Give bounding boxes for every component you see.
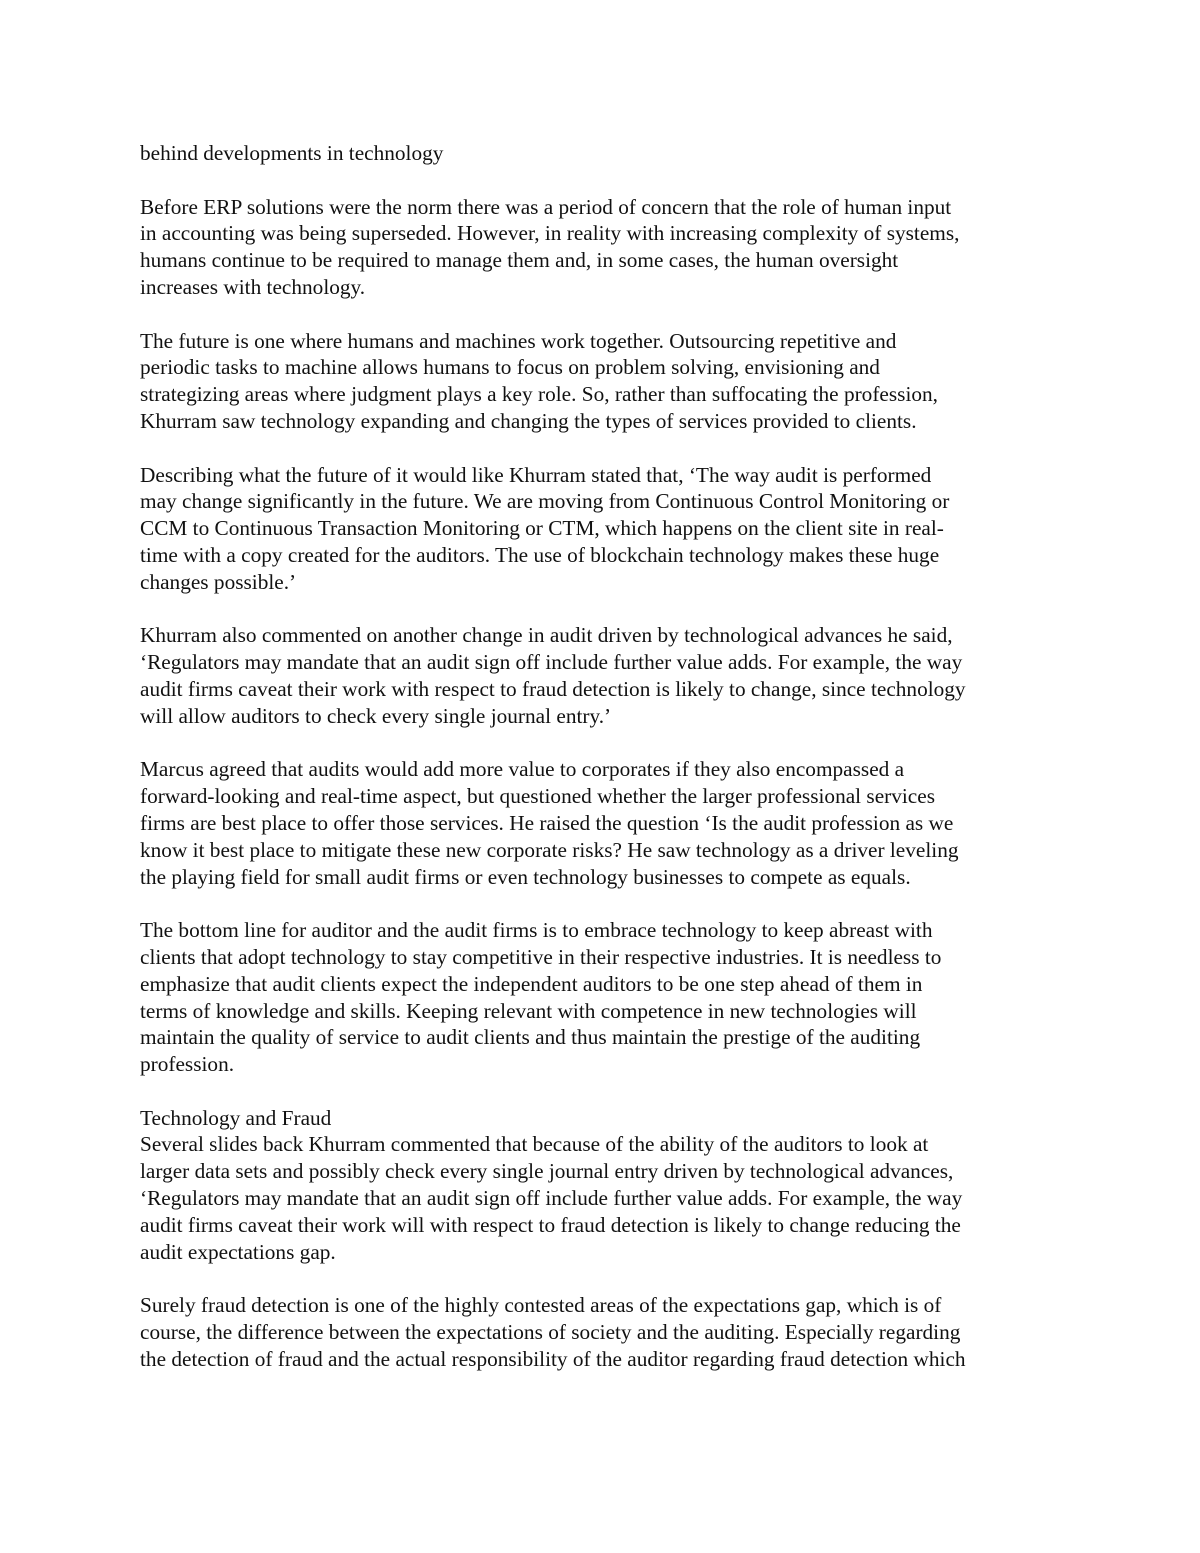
text-line: Surely fraud detection is one of the highly contested areas of the expectations gap, which is of: [140, 1293, 942, 1318]
text-line: firms are best place to offer those services. He raised the question ‘Is the audit profession as we: [140, 810, 954, 835]
paragraph-5: [140, 622, 1060, 729]
text-line: clients that adopt technology to stay competitive in their respective industries. It is needless to: [140, 944, 942, 969]
text-line: may change significantly in the future. We are moving from Continuous Control Monitoring or: [140, 489, 950, 514]
text-line: Before ERP solutions were the norm there was a period of concern that the role of human input: [140, 194, 952, 219]
text-line: course, the difference between the expectations of society and the auditing. Especially regarding: [140, 1320, 961, 1345]
text-line: the playing field for small audit firms or even technology businesses to compete as equals.: [140, 864, 911, 889]
text-line: ‘Regulators may mandate that an audit sign off include further value adds. For example, the way: [140, 1186, 963, 1211]
paragraph-8: [140, 1105, 1060, 1266]
text-line: profession.: [140, 1052, 235, 1077]
paragraph-3: [140, 328, 1060, 435]
text-line: the detection of fraud and the actual responsibility of the auditor regarding fraud detection which: [140, 1346, 966, 1371]
text-line: ‘Regulators may mandate that an audit sign off include further value adds. For example, the way: [140, 650, 963, 675]
paragraph-6: [140, 756, 1060, 890]
text-line: strategizing areas where judgment plays a key role. So, rather than suffocating the profession,: [140, 382, 938, 407]
text-line: audit firms caveat their work will with respect to fraud detection is likely to change reducing the: [140, 1212, 961, 1237]
text-line: humans continue to be required to manage them and, in some cases, the human oversight: [140, 248, 899, 273]
paragraph-1: [140, 140, 1060, 167]
text-line: Khurram saw technology expanding and changing the types of services provided to clients.: [140, 408, 917, 433]
text-line: The future is one where humans and machines work together. Outsourcing repetitive and: [140, 328, 897, 353]
text-line: time with a copy created for the auditors. The use of blockchain technology makes these huge: [140, 542, 940, 567]
text-line: audit firms caveat their work with respect to fraud detection is likely to change, since technology: [140, 676, 966, 701]
text-line: emphasize that audit clients expect the independent auditors to be one step ahead of them in: [140, 971, 923, 996]
document-page: [140, 140, 1060, 1399]
text-line: larger data sets and possibly check every single journal entry driven by technological advances,: [140, 1159, 954, 1184]
text-line: terms of knowledge and skills. Keeping relevant with competence in new technologies will: [140, 998, 917, 1023]
text-line: The bottom line for auditor and the audit firms is to embrace technology to keep abreast with: [140, 918, 933, 943]
text-line: will allow auditors to check every single journal entry.’: [140, 703, 612, 728]
text-line: increases with technology.: [140, 274, 366, 299]
text-line: behind developments in technology: [140, 141, 444, 165]
paragraph-4: [140, 462, 1060, 596]
text-line: Several slides back Khurram commented that because of the ability of the auditors to look at: [140, 1132, 929, 1157]
text-line: maintain the quality of service to audit clients and thus maintain the prestige of the auditing: [140, 1025, 921, 1050]
text-line: Describing what the future of it would like Khurram stated that, ‘The way audit is performed: [140, 462, 932, 487]
text-line: changes possible.’: [140, 569, 297, 594]
text-line: Marcus agreed that audits would add more value to corporates if they also encompassed a: [140, 757, 905, 782]
paragraph-9: [140, 1292, 1060, 1372]
text-line: know it best place to mitigate these new corporate risks? He saw technology as a driver leveling: [140, 837, 959, 862]
paragraph-7: [140, 917, 1060, 1078]
section-heading: Technology and Fraud: [140, 1105, 332, 1130]
text-line: forward-looking and real-time aspect, but questioned whether the larger professional services: [140, 784, 936, 809]
text-line: CCM to Continuous Transaction Monitoring or CTM, which happens on the client site in real-: [140, 516, 944, 541]
text-line: audit expectations gap.: [140, 1239, 336, 1264]
text-line: Khurram also commented on another change in audit driven by technological advances he said,: [140, 623, 953, 648]
paragraph-2: [140, 194, 1060, 301]
text-line: in accounting was being superseded. However, in reality with increasing complexity of systems,: [140, 221, 960, 246]
text-line: periodic tasks to machine allows humans to focus on problem solving, envisioning and: [140, 355, 880, 380]
